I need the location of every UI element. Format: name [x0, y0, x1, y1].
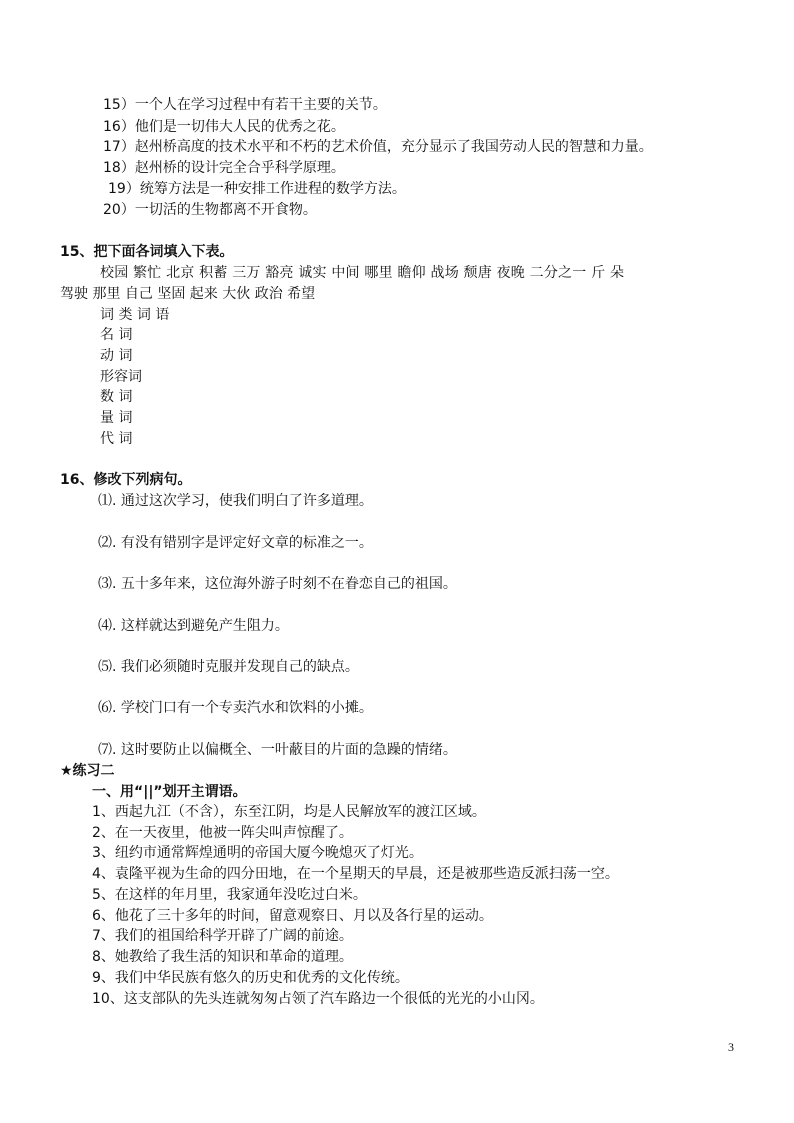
list-item: 6、他花了三十多年的时间，留意观察日、月以及各行星的运动。 — [92, 908, 493, 924]
list-item: ⑹. 学校门口有一个专卖汽水和饮料的小摊。 — [98, 700, 373, 716]
list-item: 18）赵州桥的设计完全合乎科学原理。 — [103, 160, 345, 176]
table-row: 动 词 — [100, 348, 133, 364]
list-item: 3、纽约市通常辉煌通明的帝国大厦今晚熄灭了灯光。 — [92, 845, 423, 861]
list-item: 20）一切活的生物都离不开食物。 — [103, 202, 317, 218]
table-row: 词 类 词 语 — [100, 307, 170, 323]
list-item: 10、这支部队的先头连就匆匆占领了汽车路边一个很低的光光的小山冈。 — [92, 991, 544, 1007]
page-number: 3 — [728, 1040, 734, 1054]
list-item: ⑷. 这样就达到避免产生阻力。 — [98, 618, 289, 634]
list-item: ⑵. 有没有错别字是评定好文章的标准之一。 — [98, 535, 373, 551]
list-item: 16）他们是一切伟大人民的优秀之花。 — [103, 119, 345, 135]
table-row: 数 词 — [100, 389, 133, 405]
list-item: 15）一个人在学习过程中有若干主要的关节。 — [103, 97, 387, 113]
practice-title: ★练习二 — [60, 763, 115, 779]
list-item: 9、我们中华民族有悠久的历史和优秀的文化传统。 — [92, 970, 409, 986]
list-item: 2、在一天夜里，他被一阵尖叫声惊醒了。 — [92, 825, 353, 841]
table-row: 形容词 — [100, 369, 142, 385]
table-row: 量 词 — [100, 410, 133, 426]
list-item: ⑴. 通过这次学习，使我们明白了许多道理。 — [98, 493, 373, 509]
table-row: 名 词 — [100, 327, 133, 343]
list-item: 19）统筹方法是一种安排工作进程的数学方法。 — [108, 181, 406, 197]
list-item: ⑺. 这时要防止以偏概全、一叶蔽目的片面的急躁的情绪。 — [98, 742, 457, 758]
word-list-line: 校园 繁忙 北京 积蓄 三万 豁亮 诚实 中间 哪里 瞻仰 战场 颓唐 夜晚 二分之一 斤 朵 — [100, 265, 625, 281]
practice-subheading: 一、用“||”划开主谓语。 — [92, 784, 247, 800]
list-item: 8、她教给了我生活的知识和革命的道理。 — [92, 949, 353, 965]
section-heading: 16、修改下列病句。 — [60, 472, 192, 488]
list-item: 1、西起九江（不含），东至江阴，均是人民解放军的渡江区域。 — [92, 804, 486, 820]
list-item: ⑸. 我们必须随时克服并发现自己的缺点。 — [98, 659, 359, 675]
list-item: ⑶. 五十多年来，这位海外游子时刻不在眷恋自己的祖国。 — [98, 576, 457, 592]
table-row: 代 词 — [100, 431, 133, 447]
section-heading: 15、把下面各词填入下表。 — [60, 244, 234, 260]
list-item: 17）赵州桥高度的技术水平和不朽的艺术价值，充分显示了我国劳动人民的智慧和力量。 — [103, 139, 653, 155]
list-item: 4、袁隆平视为生命的四分田地，在一个星期天的早晨，还是被那些造反派扫荡一空。 — [92, 866, 619, 882]
word-list-line: 驾驶 那里 自己 坚固 起来 大伙 政治 希望 — [60, 286, 316, 302]
list-item: 7、我们的祖国给科学开辟了广阔的前途。 — [92, 928, 353, 944]
list-item: 5、在这样的年月里，我家通年没吃过白米。 — [92, 887, 367, 903]
